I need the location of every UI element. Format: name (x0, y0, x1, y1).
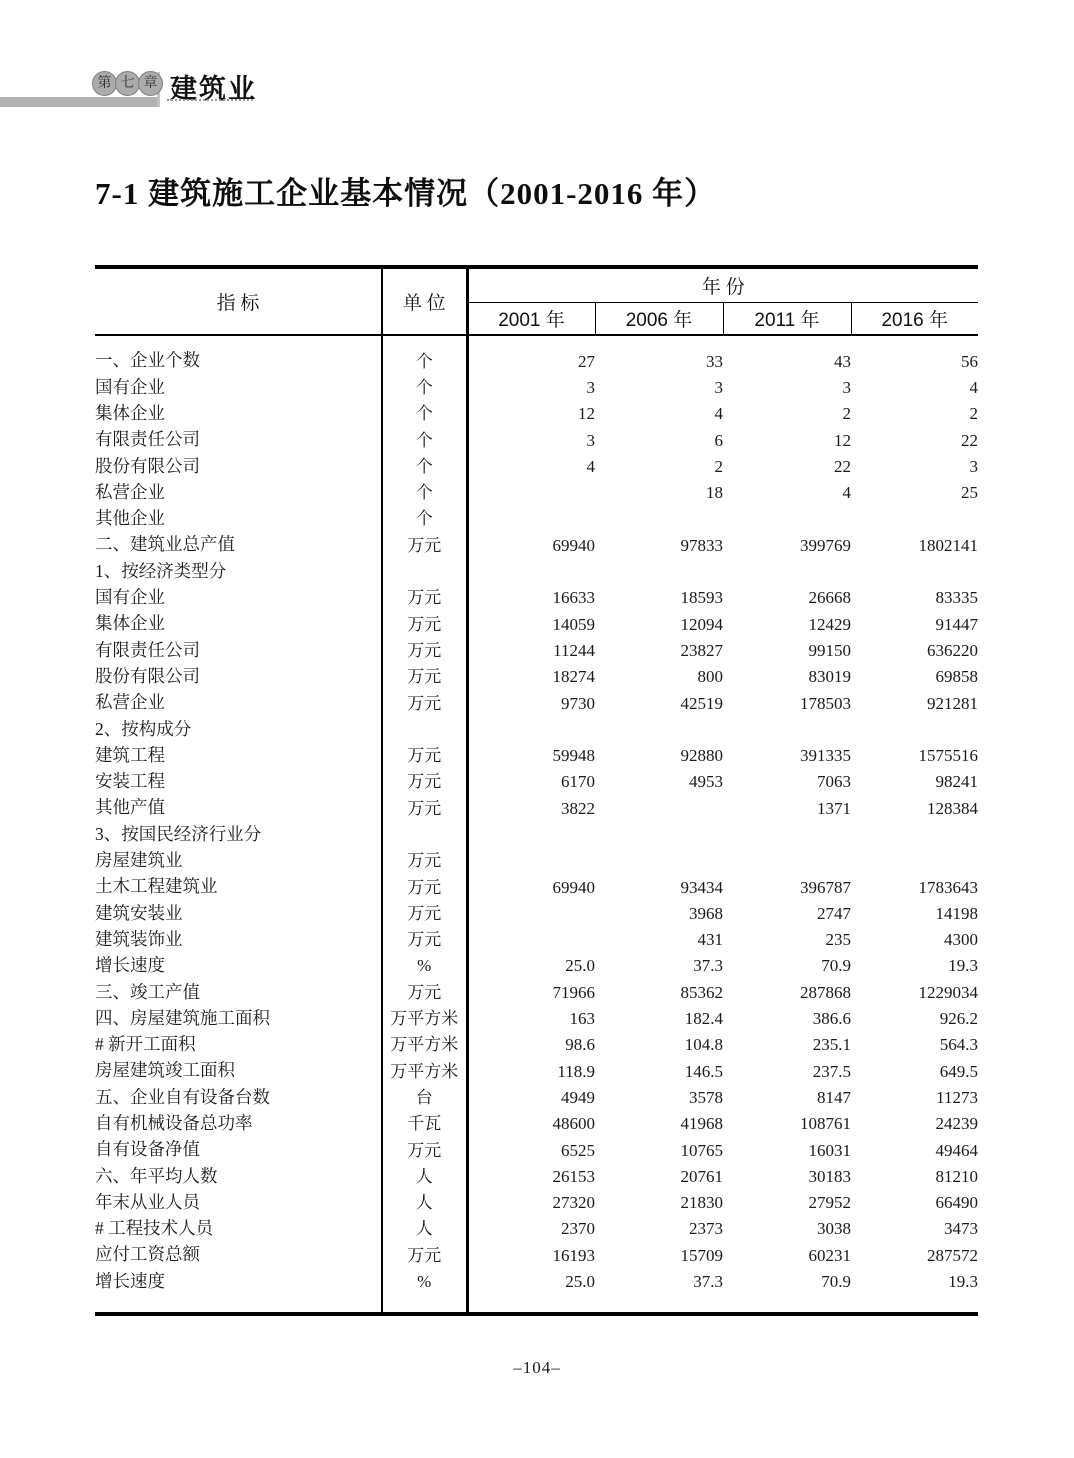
table-row (95, 401, 978, 427)
table-row (95, 1190, 978, 1216)
value-cell: 2370 (561, 1219, 595, 1239)
chapter-header-bar (0, 97, 157, 107)
value-cell: 3822 (561, 798, 595, 818)
table-row (95, 1163, 978, 1189)
value-cell: 26153 (552, 1166, 595, 1186)
value-cell: 41968 (680, 1114, 723, 1134)
table-row (95, 532, 978, 558)
value-cell: 1371 (817, 798, 851, 818)
indicator-cell: 增长速度 (95, 953, 382, 979)
value-cell: 12 (834, 430, 851, 450)
indicator-cell: 2、按构成分 (95, 716, 382, 742)
indicator-cell: 私营企业 (95, 690, 382, 716)
unit-cell: 万平方米 (382, 1005, 467, 1031)
indicator-cell: 房屋建筑竣工面积 (95, 1058, 382, 1084)
unit-cell (382, 716, 467, 742)
value-cell: 431 (697, 930, 723, 950)
value-cell: 59948 (552, 746, 595, 766)
value-cell: 15709 (680, 1245, 723, 1265)
table-row (95, 611, 978, 637)
value-cell: 564.3 (939, 1035, 979, 1055)
table-body (95, 335, 978, 1314)
value-cell: 2 (969, 404, 979, 424)
value-cell: 1229034 (918, 982, 979, 1002)
value-cell: 16633 (552, 588, 595, 608)
indicator-cell: 土木工程建筑业 (95, 874, 382, 900)
chapter-badge-char: 章 (138, 71, 163, 96)
value-cell: 8147 (817, 1087, 851, 1107)
value-cell: 104.8 (684, 1035, 723, 1055)
value-cell (467, 927, 595, 953)
value-cell: 92880 (680, 746, 723, 766)
unit-cell: 个 (382, 479, 467, 505)
value-cell: 7063 (817, 772, 851, 792)
value-cell: 235 (825, 930, 851, 950)
indicator-cell: 股份有限公司 (95, 664, 382, 690)
value-cell: 33 (706, 351, 723, 371)
value-cell: 69940 (552, 535, 595, 555)
value-cell: 27952 (808, 1193, 851, 1213)
table-row (95, 1111, 978, 1137)
chapter-badge-char: 七 (115, 71, 140, 96)
value-cell (595, 506, 723, 532)
spacer-cell (95, 335, 382, 348)
unit-cell: 万元 (382, 611, 467, 637)
chapter-badge-char: 第 (92, 71, 117, 96)
unit-cell: 台 (382, 1084, 467, 1110)
unit-column-header: 单 位 (382, 267, 467, 335)
value-cell: 30183 (808, 1166, 851, 1186)
table-container (95, 265, 978, 1316)
value-cell: 128384 (927, 798, 979, 818)
table-row (95, 742, 978, 768)
year-group-header: 年 份 (467, 267, 978, 303)
unit-cell: 人 (382, 1190, 467, 1216)
value-cell: 6525 (561, 1140, 595, 1160)
spacer-cell (382, 335, 467, 348)
value-cell: 4 (969, 377, 979, 397)
table-row (95, 1242, 978, 1268)
table-row (95, 453, 978, 479)
value-cell: 118.9 (557, 1061, 595, 1081)
value-cell: 649.5 (939, 1061, 979, 1081)
table-row (95, 585, 978, 611)
value-cell: 235.1 (812, 1035, 851, 1055)
value-cell: 146.5 (684, 1061, 723, 1081)
table-row (95, 690, 978, 716)
value-cell: 25 (961, 483, 979, 503)
value-cell (595, 558, 723, 584)
table-row (95, 874, 978, 900)
value-cell: 25.0 (565, 1272, 595, 1292)
value-cell: 3038 (817, 1219, 851, 1239)
indicator-cell: 自有机械设备总功率 (95, 1111, 382, 1137)
indicator-cell: 四、房屋建筑施工面积 (95, 1005, 382, 1031)
spacer-cell (95, 1295, 382, 1314)
unit-cell: 万元 (382, 979, 467, 1005)
value-cell: 237.5 (812, 1061, 851, 1081)
unit-cell: 个 (382, 374, 467, 400)
value-cell: 71966 (552, 982, 595, 1002)
value-cell (723, 821, 851, 847)
unit-cell: % (382, 1268, 467, 1294)
unit-cell: 个 (382, 348, 467, 374)
value-cell: 66490 (935, 1193, 979, 1213)
year-column-header: 2001 年 (467, 303, 595, 336)
indicator-cell: 国有企业 (95, 585, 382, 611)
value-cell: 22 (834, 456, 851, 476)
value-cell: 83019 (808, 667, 851, 687)
value-cell (851, 821, 978, 847)
value-cell: 42519 (680, 693, 723, 713)
table-row (95, 1058, 978, 1084)
value-cell (851, 716, 978, 742)
value-cell: 386.6 (812, 1009, 851, 1029)
value-cell: 10765 (680, 1140, 723, 1160)
value-cell: 178503 (800, 693, 851, 713)
value-cell: 163 (569, 1009, 595, 1029)
value-cell: 27320 (552, 1193, 595, 1213)
table-row (95, 848, 978, 874)
indicator-cell: 房屋建筑业 (95, 848, 382, 874)
value-cell: 3473 (944, 1219, 979, 1239)
table-row (95, 558, 978, 584)
value-cell: 48600 (552, 1114, 595, 1134)
unit-cell: 万元 (382, 795, 467, 821)
value-cell: 69858 (935, 667, 979, 687)
value-cell: 4300 (944, 930, 979, 950)
value-cell: 3578 (689, 1087, 723, 1107)
value-cell: 18274 (552, 667, 595, 687)
value-cell: 16031 (808, 1140, 851, 1160)
value-cell (723, 558, 851, 584)
value-cell: 56 (961, 351, 979, 371)
indicator-cell: 安装工程 (95, 769, 382, 795)
spacer-cell (467, 335, 978, 348)
value-cell: 926.2 (939, 1009, 979, 1029)
unit-cell: 万元 (382, 927, 467, 953)
value-cell: 98241 (935, 772, 979, 792)
table-row (95, 979, 978, 1005)
indicator-cell: 其他产值 (95, 795, 382, 821)
chapter-title-underline (167, 99, 253, 101)
value-cell: 800 (697, 667, 723, 687)
unit-cell: 万元 (382, 874, 467, 900)
value-cell (467, 506, 595, 532)
indicator-cell: # 工程技术人员 (95, 1216, 382, 1242)
value-cell (723, 506, 851, 532)
value-cell: 287572 (927, 1245, 979, 1265)
table-spacer-row (95, 1295, 978, 1314)
value-cell: 182.4 (684, 1009, 723, 1029)
chapter-title: 建筑业 (170, 74, 257, 104)
value-cell: 60231 (808, 1245, 851, 1265)
value-cell (851, 848, 978, 874)
indicator-column-header: 指 标 (95, 267, 382, 335)
value-cell: 2 (842, 404, 851, 424)
chapter-number-badge (92, 71, 161, 96)
table-row (95, 664, 978, 690)
value-cell: 49464 (935, 1140, 979, 1160)
value-cell: 11244 (553, 640, 595, 660)
unit-cell: 万元 (382, 1137, 467, 1163)
value-cell: 19.3 (948, 956, 979, 976)
value-cell: 14059 (552, 614, 595, 634)
value-cell: 287868 (800, 982, 851, 1002)
value-cell (595, 795, 723, 821)
value-cell (595, 848, 723, 874)
value-cell: 70.9 (821, 956, 851, 976)
table-spacer-row (95, 335, 978, 348)
indicator-cell: 其他企业 (95, 506, 382, 532)
statistics-table (95, 265, 978, 1316)
indicator-cell: 建筑安装业 (95, 900, 382, 926)
table-row (95, 821, 978, 847)
unit-cell: 万平方米 (382, 1058, 467, 1084)
value-cell: 91447 (935, 614, 979, 634)
indicator-cell: 六、年平均人数 (95, 1163, 382, 1189)
value-cell: 3 (842, 377, 851, 397)
table-row (95, 900, 978, 926)
indicator-cell: 年末从业人员 (95, 1190, 382, 1216)
value-cell: 4949 (561, 1087, 595, 1107)
table-row (95, 427, 978, 453)
indicator-cell: 1、按经济类型分 (95, 558, 382, 584)
indicator-cell: 五、企业自有设备台数 (95, 1084, 382, 1110)
value-cell: 1802141 (918, 535, 979, 555)
value-cell: 3968 (689, 903, 723, 923)
table-row (95, 506, 978, 532)
unit-cell: 万元 (382, 585, 467, 611)
value-cell: 108761 (800, 1114, 851, 1134)
value-cell: 70.9 (821, 1272, 851, 1292)
value-cell: 2747 (817, 903, 851, 923)
value-cell: 43 (834, 351, 851, 371)
value-cell: 22 (961, 430, 979, 450)
value-cell (467, 479, 595, 505)
value-cell: 12094 (680, 614, 723, 634)
table-row (95, 479, 978, 505)
value-cell: 18593 (680, 588, 723, 608)
value-cell (467, 900, 595, 926)
value-cell: 14198 (935, 903, 979, 923)
value-cell: 3 (586, 430, 595, 450)
table-row (95, 953, 978, 979)
value-cell: 4 (586, 456, 595, 476)
value-cell (595, 716, 723, 742)
indicator-cell: 3、按国民经济行业分 (95, 821, 382, 847)
value-cell: 83335 (935, 588, 979, 608)
value-cell: 391335 (800, 746, 851, 766)
value-cell: 16193 (552, 1245, 595, 1265)
year-column-header: 2016 年 (851, 303, 978, 336)
indicator-cell: 建筑装饰业 (95, 927, 382, 953)
unit-cell (382, 558, 467, 584)
value-cell: 27 (578, 351, 595, 371)
value-cell: 4953 (689, 772, 723, 792)
table-header (95, 267, 978, 335)
value-cell (467, 558, 595, 584)
value-cell (467, 821, 595, 847)
unit-cell: 万元 (382, 769, 467, 795)
value-cell: 2 (714, 456, 723, 476)
indicator-cell: 集体企业 (95, 401, 382, 427)
table-row (95, 769, 978, 795)
indicator-cell: 有限责任公司 (95, 637, 382, 663)
value-cell: 81210 (935, 1166, 979, 1186)
value-cell (467, 848, 595, 874)
spacer-cell (382, 1295, 467, 1314)
unit-cell: 万元 (382, 637, 467, 663)
unit-cell: 个 (382, 427, 467, 453)
value-cell: 9730 (561, 693, 595, 713)
unit-cell: 万元 (382, 742, 467, 768)
unit-cell: 万元 (382, 532, 467, 558)
value-cell: 1575516 (918, 746, 979, 766)
indicator-cell: 自有设备净值 (95, 1137, 382, 1163)
table-row (95, 927, 978, 953)
value-cell: 20761 (680, 1166, 723, 1186)
table-row (95, 1268, 978, 1294)
value-cell: 3 (586, 377, 595, 397)
value-cell (851, 506, 978, 532)
indicator-cell: 二、建筑业总产值 (95, 532, 382, 558)
value-cell: 2373 (689, 1219, 723, 1239)
value-cell: 4 (714, 404, 723, 424)
table-row (95, 637, 978, 663)
value-cell: 85362 (680, 982, 723, 1002)
table-row (95, 348, 978, 374)
indicator-cell: 股份有限公司 (95, 453, 382, 479)
value-cell: 4 (842, 483, 851, 503)
value-cell: 11273 (936, 1087, 979, 1107)
unit-cell: 个 (382, 453, 467, 479)
unit-cell: % (382, 953, 467, 979)
indicator-cell: 集体企业 (95, 611, 382, 637)
value-cell: 399769 (800, 535, 851, 555)
value-cell: 97833 (680, 535, 723, 555)
value-cell (467, 716, 595, 742)
unit-cell: 人 (382, 1216, 467, 1242)
value-cell: 921281 (927, 693, 979, 713)
value-cell (723, 848, 851, 874)
indicator-cell: 有限责任公司 (95, 427, 382, 453)
unit-cell: 万元 (382, 1242, 467, 1268)
page-title: 7-1 建筑施工企业基本情况（2001-2016 年） (95, 176, 717, 211)
value-cell: 636220 (927, 640, 979, 660)
value-cell: 98.6 (565, 1035, 595, 1055)
value-cell: 24239 (935, 1114, 979, 1134)
table-row (95, 1005, 978, 1031)
unit-cell: 个 (382, 401, 467, 427)
indicator-cell: 三、竣工产值 (95, 979, 382, 1005)
unit-cell: 人 (382, 1163, 467, 1189)
unit-cell: 万元 (382, 900, 467, 926)
value-cell: 99150 (808, 640, 851, 660)
value-cell: 19.3 (948, 1272, 979, 1292)
unit-cell: 千瓦 (382, 1111, 467, 1137)
table-row (95, 374, 978, 400)
indicator-cell: 应付工资总额 (95, 1242, 382, 1268)
page-number: –104– (513, 1358, 561, 1377)
value-cell: 21830 (680, 1193, 723, 1213)
value-cell: 69940 (552, 877, 595, 897)
year-column-header: 2011 年 (723, 303, 851, 336)
unit-cell: 个 (382, 506, 467, 532)
value-cell: 3 (714, 377, 723, 397)
table-row (95, 1137, 978, 1163)
unit-cell: 万元 (382, 690, 467, 716)
table-row (95, 1032, 978, 1058)
value-cell (723, 716, 851, 742)
unit-cell: 万元 (382, 848, 467, 874)
value-cell: 3 (969, 456, 979, 476)
value-cell: 12429 (808, 614, 851, 634)
value-cell: 23827 (680, 640, 723, 660)
value-cell: 37.3 (693, 956, 723, 976)
value-cell: 396787 (800, 877, 851, 897)
unit-cell (382, 821, 467, 847)
indicator-cell: 国有企业 (95, 374, 382, 400)
indicator-cell: # 新开工面积 (95, 1032, 382, 1058)
unit-cell: 万元 (382, 664, 467, 690)
value-cell: 12 (578, 404, 595, 424)
indicator-cell: 增长速度 (95, 1268, 382, 1294)
value-cell: 18 (706, 483, 723, 503)
indicator-cell: 一、企业个数 (95, 348, 382, 374)
value-cell: 37.3 (693, 1272, 723, 1292)
spacer-cell (467, 1295, 978, 1314)
year-column-header: 2006 年 (595, 303, 723, 336)
value-cell: 25.0 (565, 956, 595, 976)
table-row (95, 1084, 978, 1110)
indicator-cell: 建筑工程 (95, 742, 382, 768)
value-cell: 93434 (680, 877, 723, 897)
value-cell (851, 558, 978, 584)
unit-cell: 万平方米 (382, 1032, 467, 1058)
value-cell (595, 821, 723, 847)
value-cell: 6 (714, 430, 723, 450)
table-row (95, 795, 978, 821)
value-cell: 6170 (561, 772, 595, 792)
value-cell: 26668 (808, 588, 851, 608)
indicator-cell: 私营企业 (95, 479, 382, 505)
table-row (95, 1216, 978, 1242)
table-row (95, 716, 978, 742)
value-cell: 1783643 (918, 877, 979, 897)
